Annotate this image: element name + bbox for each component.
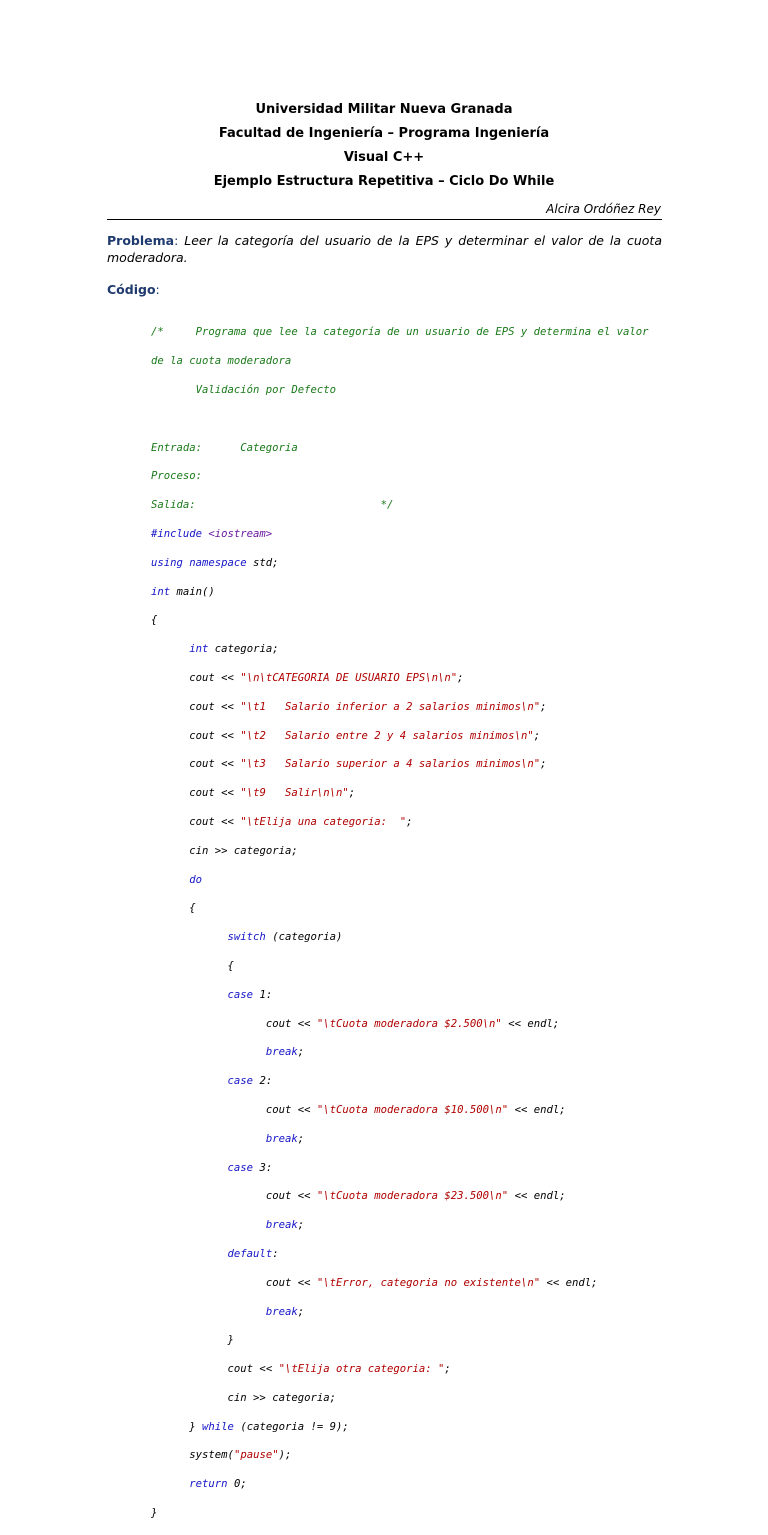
- code-keyword: #include: [151, 527, 203, 540]
- code-text: ;: [297, 1305, 305, 1318]
- code-label: Código: [107, 282, 156, 297]
- code-line: [151, 1103, 666, 1117]
- code-text: ;: [406, 815, 413, 828]
- code-section-label: [107, 281, 160, 298]
- code-text: cout <<: [227, 1363, 279, 1376]
- code-text: categoria;: [208, 643, 279, 656]
- code-string: "\tElija otra categoria: ": [278, 1363, 445, 1376]
- code-string: "\t9 Salir\n\n": [240, 787, 349, 800]
- code-line: [151, 700, 666, 714]
- code-text: system(: [189, 1449, 234, 1462]
- code-keyword: case: [227, 1075, 254, 1088]
- code-keyword: case: [227, 1161, 254, 1174]
- code-text: }: [189, 1420, 203, 1433]
- code-line: [151, 556, 666, 570]
- code-text: cin >> categoria;: [189, 844, 298, 857]
- code-text: ;: [457, 671, 464, 684]
- code-line: [151, 1477, 666, 1491]
- code-line: [151, 585, 666, 599]
- code-text: << endl;: [508, 1103, 566, 1116]
- code-string: "\tElija una categoria: ": [240, 815, 407, 828]
- code-line: [151, 901, 666, 915]
- code-line: [151, 1420, 666, 1434]
- code-text: cout <<: [189, 758, 241, 771]
- code-text: {: [151, 614, 158, 627]
- author-name: Alcira Ordóñez Rey: [546, 202, 661, 216]
- code-text: }: [151, 1507, 158, 1520]
- code-text: }: [227, 1334, 234, 1347]
- code-text: << endl;: [501, 1017, 560, 1030]
- code-text: 2:: [253, 1075, 273, 1088]
- code-text: cout <<: [265, 1017, 317, 1030]
- example-title: Ejemplo Estructura Repetitiva – Ciclo Do While: [213, 174, 555, 189]
- code-string: "\tCuota moderadora $10.500\n": [316, 1103, 509, 1116]
- code-keyword: switch: [227, 931, 266, 944]
- code-text: :: [272, 1247, 279, 1260]
- code-text: (categoria != 9);: [233, 1420, 349, 1433]
- code-line: [151, 1218, 666, 1232]
- code-line: [151, 988, 666, 1002]
- code-text: cout <<: [265, 1190, 317, 1203]
- code-line: [151, 1448, 666, 1462]
- code-comment-line: Entrada: Categoria: [151, 441, 298, 454]
- code-keyword: default: [227, 1247, 273, 1260]
- code-line: [151, 844, 666, 858]
- code-text: main(): [170, 585, 215, 598]
- code-text: << endl;: [508, 1190, 566, 1203]
- code-line: [151, 873, 666, 887]
- code-library: <iostream>: [202, 527, 273, 540]
- code-keyword: do: [189, 873, 203, 886]
- code-text: (categoria): [265, 931, 343, 944]
- code-line: [151, 729, 666, 743]
- code-text: 3:: [253, 1161, 273, 1174]
- code-text: ;: [297, 1132, 305, 1145]
- code-comment-line: Validación por Defecto: [151, 384, 336, 396]
- code-text: std;: [246, 556, 279, 569]
- code-text: cout <<: [189, 815, 241, 828]
- code-line: [151, 815, 666, 829]
- code-line: [151, 613, 666, 627]
- document-header: [0, 98, 768, 194]
- code-comment-line: Salida: */: [151, 499, 394, 512]
- code-line: [151, 1276, 666, 1290]
- code-line: [151, 1189, 666, 1203]
- code-line: [151, 959, 666, 973]
- code-text: ;: [533, 729, 541, 742]
- code-text: {: [189, 902, 196, 915]
- code-text: cout <<: [265, 1103, 317, 1116]
- code-keyword: return: [189, 1478, 228, 1491]
- code-string: "\t3 Salario superior a 4 salarios minimos\n": [240, 758, 541, 771]
- code-text: ;: [297, 1046, 305, 1059]
- code-string: "\t2 Salario entre 2 y 4 salarios minimos\n": [240, 729, 534, 742]
- code-line: [151, 527, 666, 541]
- code-keyword: using namespace: [151, 556, 247, 569]
- code-keyword: while: [202, 1420, 234, 1433]
- code-line: [151, 1074, 666, 1088]
- code-text: ;: [444, 1363, 451, 1376]
- code-colon: :: [155, 282, 160, 297]
- code-line: [151, 1506, 666, 1520]
- code-comment-line: /* Programa que lee la categoría de un usuario de EPS y determina el valor: [151, 326, 649, 339]
- code-text: cout <<: [265, 1276, 317, 1289]
- header-divider: [107, 219, 662, 220]
- code-string: "\n\tCATEGORIA DE USUARIO EPS\n\n": [240, 671, 458, 684]
- code-string: "\tError, categoria no existente\n": [316, 1276, 541, 1289]
- code-keyword: int: [151, 585, 171, 598]
- code-text: cin >> categoria;: [227, 1391, 336, 1404]
- code-comment-line: Proceso:: [151, 470, 203, 483]
- code-text: ;: [348, 787, 356, 800]
- code-text: cout <<: [189, 729, 241, 742]
- code-keyword: case: [227, 988, 254, 1001]
- problem-label: Problema: [107, 233, 175, 248]
- code-line: [151, 930, 666, 944]
- code-line: [151, 786, 666, 800]
- code-line: [151, 1362, 666, 1376]
- code-line: [151, 671, 666, 685]
- code-keyword: break: [265, 1046, 298, 1059]
- code-line: [151, 1132, 666, 1146]
- code-text: 0;: [227, 1478, 247, 1491]
- code-text: cout <<: [189, 700, 241, 713]
- code-line: [151, 1247, 666, 1261]
- university-title: Universidad Militar Nueva Granada: [255, 102, 513, 117]
- code-block: [151, 311, 666, 1535]
- code-text: cout <<: [189, 787, 241, 800]
- course-title: Visual C++: [343, 150, 425, 165]
- code-text: cout <<: [189, 671, 241, 684]
- code-text: ;: [540, 758, 547, 771]
- problem-colon: :: [174, 233, 179, 248]
- code-string: "pause": [233, 1449, 279, 1462]
- code-keyword: int: [189, 643, 209, 656]
- code-keyword: break: [265, 1132, 298, 1145]
- code-line: [151, 1305, 666, 1319]
- code-line: [151, 1333, 666, 1347]
- code-blank-line: [151, 412, 666, 426]
- problem-text: Leer la categoría del usuario de la EPS y determinar el valor de la cuota moderadora.: [107, 233, 662, 265]
- code-line: [151, 1391, 666, 1405]
- code-string: "\tCuota moderadora $23.500\n": [316, 1190, 509, 1203]
- code-text: ;: [297, 1219, 305, 1232]
- code-keyword: break: [265, 1305, 298, 1318]
- code-string: "\t1 Salario inferior a 2 salarios minimos\n": [240, 700, 541, 713]
- code-text: << endl;: [540, 1276, 598, 1289]
- code-string: "\tCuota moderadora $2.500\n": [316, 1017, 502, 1030]
- faculty-title: Facultad de Ingeniería – Programa Ingeniería: [218, 126, 550, 141]
- problem-statement: [107, 232, 662, 266]
- code-line: [151, 1045, 666, 1059]
- code-line: [151, 757, 666, 771]
- code-text: ;: [540, 700, 547, 713]
- code-text: );: [278, 1449, 292, 1462]
- code-keyword: break: [265, 1219, 298, 1232]
- code-line: [151, 1161, 666, 1175]
- code-text: 1:: [253, 988, 273, 1001]
- code-line: [151, 642, 666, 656]
- code-comment-line: de la cuota moderadora: [151, 355, 292, 368]
- code-text: {: [227, 959, 234, 972]
